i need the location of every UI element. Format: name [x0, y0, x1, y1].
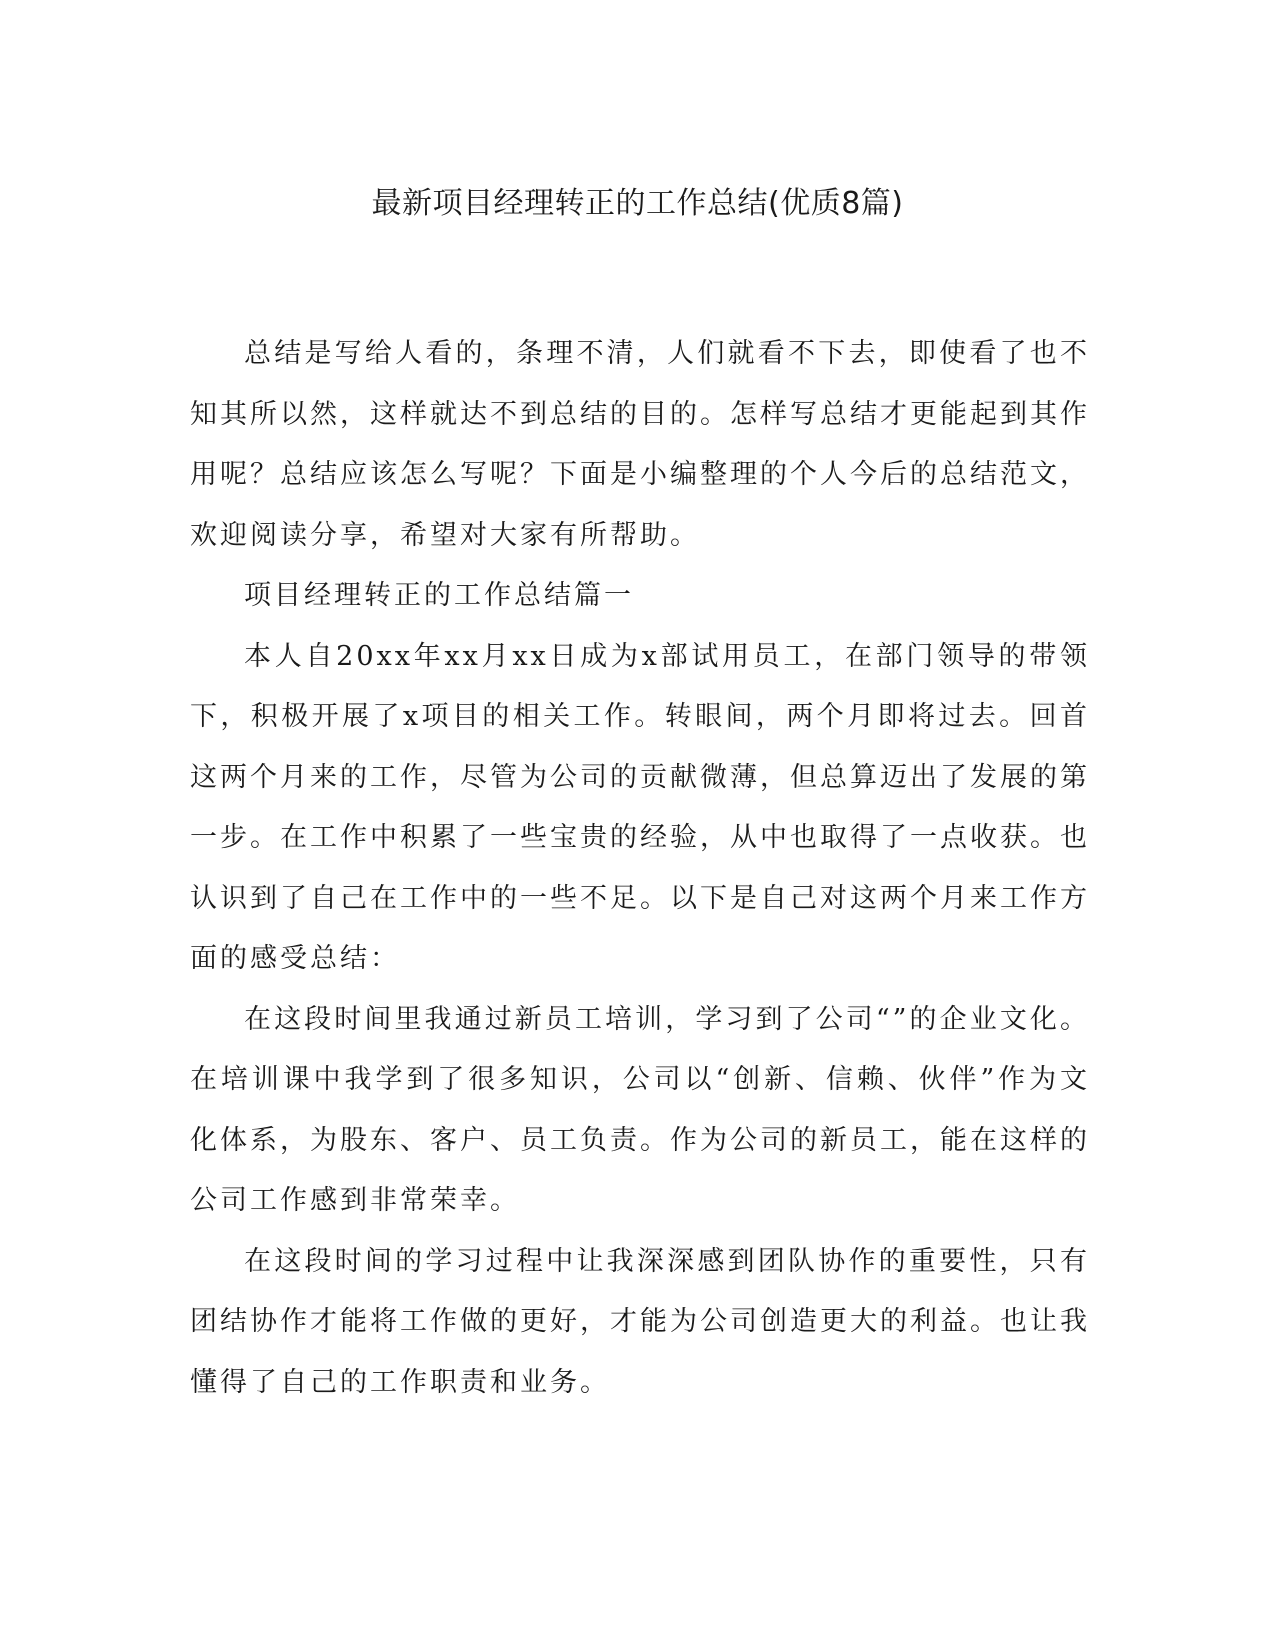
document-body	[190, 324, 1090, 1413]
body-paragraph: 本人自20xx年xx月xx日成为x部试用员工，在部门领导的带领下，积极开展了x项目的相关工作。转眼间，两个月即将过去。回首这两个月来的工作，尽管为公司的贡献微薄，但总算迈出了发展的第一步。在工作中积累了一些宝贵的经验，从中也取得了一点收获。也认识到了自己在工作中的一些不足。以下是自己对这两个月来工作方面的感受总结：	[190, 640, 1090, 974]
section-heading: 项目经理转正的工作总结篇一	[244, 580, 634, 611]
body-paragraph: 在这段时间里我通过新员工培训，学习到了公司“”的企业文化。在培训课中我学到了很多知识，公司以“创新、信赖、伙伴”作为文化体系，为股东、客户、员工负责。作为公司的新员工，能在这样的公司工作感到非常荣幸。	[190, 1003, 1090, 1216]
document-title: 最新项目经理转正的工作总结(优质8篇)	[371, 186, 904, 221]
body-paragraph: 在这段时间的学习过程中让我深深感到团队协作的重要性，只有团结协作才能将工作做的更好，才能为公司创造更大的利益。也让我懂得了自己的工作职责和业务。	[190, 1245, 1090, 1398]
intro-paragraph: 总结是写给人看的，条理不清，人们就看不下去，即使看了也不知其所以然，这样就达不到总结的目的。怎样写总结才更能起到其作用呢？总结应该怎么写呢？下面是小编整理的个人今后的总结范文，欢迎阅读分享，希望对大家有所帮助。	[190, 338, 1090, 551]
